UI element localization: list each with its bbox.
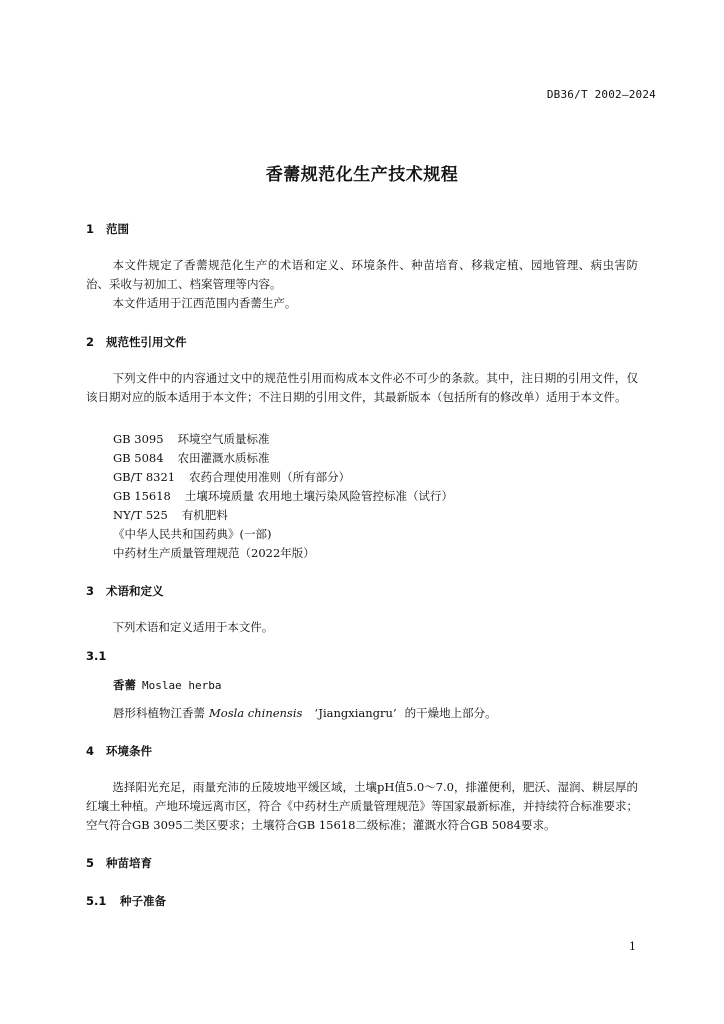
section-title: 环境条件 bbox=[106, 744, 152, 758]
term-number: 3.1 bbox=[86, 649, 107, 663]
page-number: 1 bbox=[629, 940, 636, 953]
definition-suffix: 的干燥地上部分。 bbox=[404, 706, 497, 720]
reference-code: GB 5084 bbox=[113, 451, 164, 465]
reference-item bbox=[113, 545, 315, 561]
environment-paragraph: 选择阳光充足，雨量充沛的丘陵坡地平缓区域，土壤pH值5.0～7.0，排灌便利，肥沃、湿润、耕层厚的红壤土种植。产地环境远离市区，符合《中药材生产质量管理规范》等国家最新标准，并持续符合标准要求；空气符合GB 3095二类区要求；土壤符合GB 15618二级标准；灌溉水符合GB 5084要求。 bbox=[86, 780, 638, 832]
definition-cultivar: ‘Jiangxiangru’ bbox=[314, 706, 397, 720]
reference-item bbox=[113, 431, 270, 447]
subsection-heading-seed-preparation bbox=[86, 893, 166, 909]
standard-code: DB36/T 2002—2024 bbox=[546, 88, 656, 101]
section-title: 术语和定义 bbox=[106, 584, 164, 598]
section-heading-normative-references bbox=[86, 334, 187, 350]
scope-paragraph-2: 本文件适用于江西范围内香薷生产。 bbox=[112, 296, 297, 310]
subsection-number: 5.1 bbox=[86, 894, 107, 908]
reference-name: 环境空气质量标准 bbox=[177, 432, 270, 446]
subsection-title: 种子准备 bbox=[120, 894, 166, 908]
reference-item bbox=[113, 526, 271, 542]
reference-name: 农田灌溉水质标准 bbox=[177, 451, 270, 465]
document-title: 香薷规范化生产技术规程 bbox=[265, 165, 459, 185]
section-title: 规范性引用文件 bbox=[106, 335, 187, 349]
reference-name: 农药合理使用准则（所有部分） bbox=[189, 470, 351, 484]
section-number: 1 bbox=[86, 222, 95, 236]
section-heading-seedling bbox=[86, 855, 152, 871]
term-definition bbox=[113, 705, 497, 721]
scope-paragraph-1: 本文件规定了香薷规范化生产的术语和定义、环境条件、种苗培育、移栽定植、园地管理、病虫害防治、采收与初加工、档案管理等内容。 bbox=[86, 258, 638, 291]
reference-item bbox=[113, 488, 453, 504]
term-english: Moslae herba bbox=[142, 679, 222, 692]
reference-code: GB 3095 bbox=[113, 432, 164, 446]
section-title: 种苗培育 bbox=[106, 856, 152, 870]
reference-name: 《中华人民共和国药典》(一部) bbox=[113, 527, 272, 541]
reference-name: 土壤环境质量 农用地土壤污染风险管控标准（试行） bbox=[184, 489, 454, 503]
section-heading-scope bbox=[86, 221, 129, 237]
section-number: 2 bbox=[86, 335, 95, 349]
reference-code: GB 15618 bbox=[113, 489, 171, 503]
section-heading-environment bbox=[86, 743, 152, 759]
reference-item bbox=[113, 450, 270, 466]
reference-name: 有机肥料 bbox=[181, 508, 228, 522]
reference-name: 中药材生产质量管理规范（2022年版） bbox=[113, 546, 315, 560]
definition-prefix: 唇形科植物江香薷 bbox=[113, 706, 205, 720]
reference-item bbox=[113, 469, 350, 485]
terms-intro-paragraph: 下列术语和定义适用于本文件。 bbox=[112, 620, 274, 634]
references-intro-paragraph: 下列文件中的内容通过文中的规范性引用而构成本文件必不可少的条款。其中，注日期的引用文件，仅该日期对应的版本适用于本文件；不注日期的引用文件，其最新版本（包括所有的修改单）适用于本文件。 bbox=[86, 371, 638, 404]
definition-latin-name: Mosla chinensis bbox=[209, 706, 303, 720]
section-number: 3 bbox=[86, 584, 95, 598]
reference-code: NY/T 525 bbox=[113, 508, 168, 522]
term-chinese: 香薷 bbox=[113, 678, 136, 692]
section-title: 范围 bbox=[106, 222, 129, 236]
reference-item bbox=[113, 507, 228, 523]
reference-code: GB/T 8321 bbox=[113, 470, 176, 484]
section-number: 5 bbox=[86, 856, 95, 870]
term-name bbox=[113, 677, 221, 693]
section-heading-terms bbox=[86, 583, 164, 599]
section-number: 4 bbox=[86, 744, 95, 758]
